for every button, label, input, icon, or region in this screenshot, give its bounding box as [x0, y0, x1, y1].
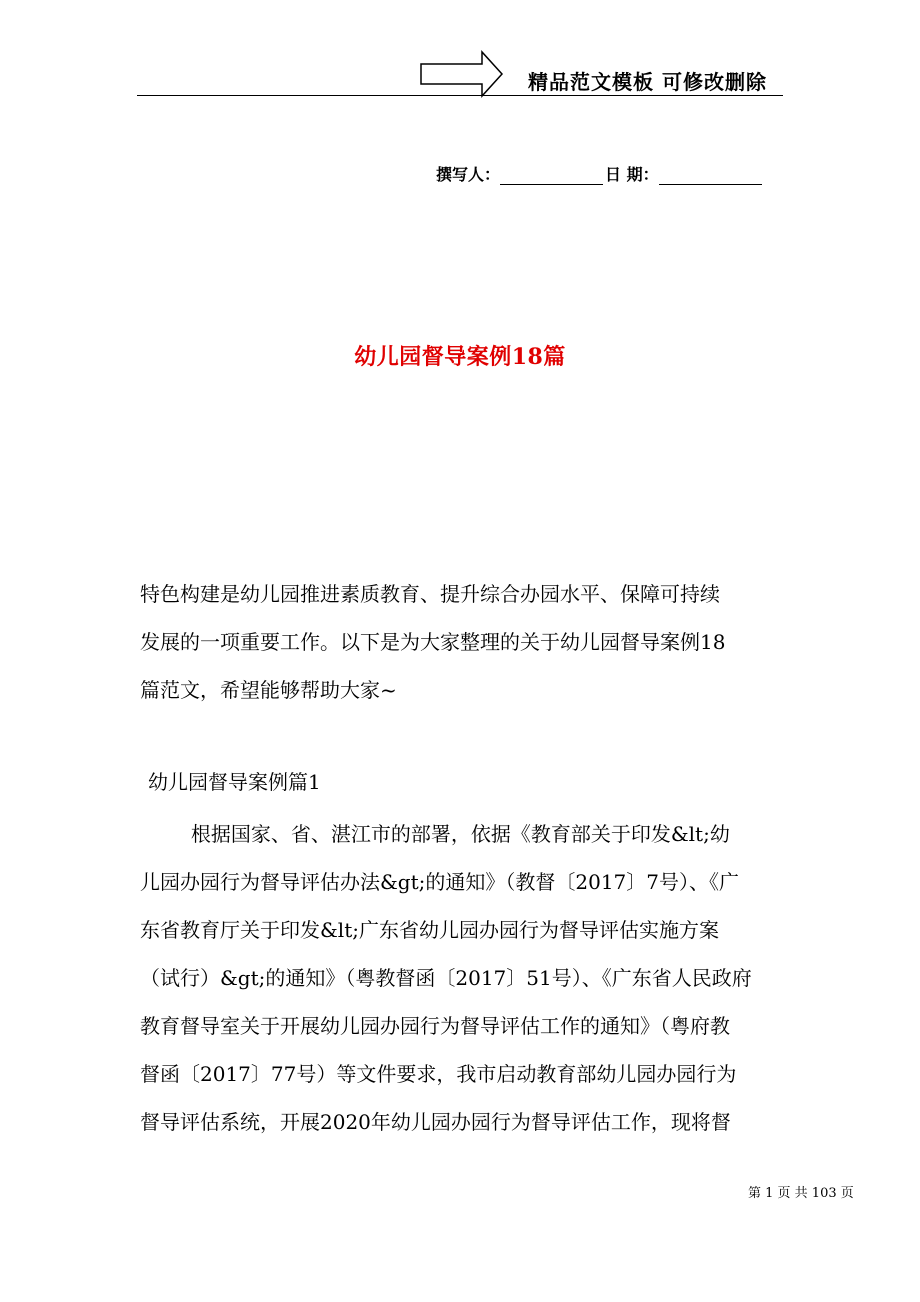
body-line: 督函〔2017〕77号）等文件要求，我市启动教育部幼儿园办园行为: [140, 1062, 737, 1086]
body-paragraph: [140, 810, 782, 1146]
author-date-row: [436, 162, 762, 185]
intro-line: 发展的一项重要工作。以下是为大家整理的关于幼儿园督导案例18: [140, 630, 726, 654]
body-line: 儿园办园行为督导评估办法&gt;的通知》（教督〔2017〕7号）、《广: [140, 870, 740, 894]
intro-line: 特色构建是幼儿园推进素质教育、提升综合办园水平、保障可持续: [140, 582, 720, 606]
body-line: 教育督导室关于开展幼儿园办园行为督导评估工作的通知》（粤府教: [140, 1014, 730, 1038]
document-title: 幼儿园督导案例18篇: [354, 344, 566, 370]
intro-line: 篇范文，希望能够帮助大家~: [140, 678, 397, 702]
body-line: 督导评估系统，开展2020年幼儿园办园行为督导评估工作，现将督: [140, 1110, 731, 1134]
page-number: 第 1 页 共 103 页: [748, 1186, 854, 1201]
body-line: 东省教育厅关于印发&lt;广东省幼儿园办园行为督导评估实施方案: [140, 918, 719, 942]
header-tagline: 精品范文模板 可修改删除: [528, 70, 767, 94]
author-blank-field: [500, 166, 603, 185]
author-label: 撰写人：: [436, 165, 501, 184]
section-heading: 幼儿园督导案例篇1: [148, 770, 321, 794]
date-blank-field: [659, 166, 762, 185]
arrow-icon: [420, 50, 504, 98]
intro-paragraph: [140, 570, 782, 714]
header-divider: [137, 95, 783, 96]
date-label: 日 期：: [605, 165, 659, 184]
body-line: （试行）&gt;的通知》（粤教督函〔2017〕51号）、《广东省人民政府: [140, 966, 752, 990]
body-line: 根据国家、省、湛江市的部署，依据《教育部关于印发&lt;幼: [140, 822, 730, 846]
